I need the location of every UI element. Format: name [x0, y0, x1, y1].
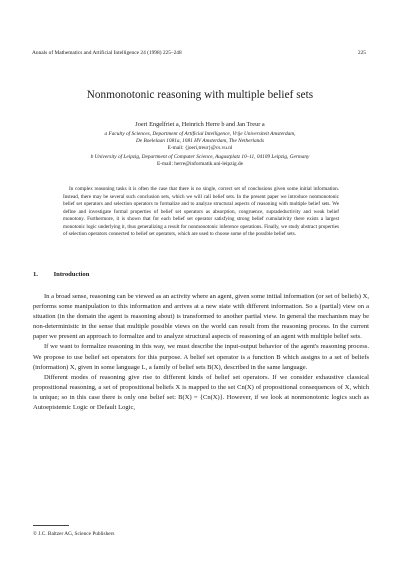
affiliation-a-line2: De Boelelaan 1081a, 1081 HV Amsterdam, The Netherlands: [135, 138, 265, 144]
affiliation-b-line1: b University of Leipzig, Department of Computer Science, Augustplatz 10–11, 04109 Leipzig, Germany: [90, 154, 310, 160]
abstract: [63, 186, 339, 239]
page-number: 225: [357, 50, 366, 56]
affiliation-a-email: E-mail: {joeri,treur}@cs.vu.nl: [167, 145, 233, 151]
section-title: Introduction: [53, 271, 90, 278]
body-text: [33, 292, 369, 413]
affiliation-a-line1: a Faculty of Sciences, Department of Artificial Intelligence, Vrije Universiteit Amsterdam,: [104, 131, 296, 137]
journal-citation: Annals of Mathematics and Artificial Intelligence 24 (1998) 225–248: [32, 50, 182, 56]
running-head: [32, 50, 366, 56]
footer-rule: [33, 525, 69, 526]
publisher-footer: © J.C. Baltzer AG, Science Publishers: [33, 531, 115, 537]
abstract-text: In complex reasoning tasks it is often the case that there is no single, correct set of conclusions given some initial information. Instead, there may be several such conclusion sets, which we will call belief sets. In the present paper we introduce nonmonotonic belief set operators and selection operators to formalize and to analyze structural aspects of reasoning with multiple belief sets. We define and investigate formal properties of belief set operators as absorption, congruence, supradeductivity and weak belief monotony. Furthermore, it is shown that for each belief set operator satisfying strong belief cumulativity there exists a largest monotonic logic underlying it, thus generalizing a result for nonmonotonic inference operations. Finally, we study abstract properties of selection operators connected to belief set operators, which are used to choose some of the possible belief sets.: [63, 186, 339, 238]
paragraph-1: In a broad sense, reasoning can be viewed as an activity where an agent, given some initial information (or set of beliefs) X, performs some manipulation to this information and arrives at a new state with different information. So a (partial) view on a situation (in the domain the agent is reasoning about) is transformed to another partial view. In general the mechanism may be non-deterministic in the sense that multiple possible views on the world can result from the reasoning process. In the current paper we present an approach to formalize and to analyze structural aspects of reasoning of an agent with multiple belief sets.: [33, 293, 369, 341]
paragraph-3: Different modes of reasoning give rise to different kinds of belief set operators. If we consider exhaustive classical propositional reasoning, a set of propositional beliefs X is mapped to the set Cn(X) of propositional consequences of X, which is unique; so in this case there is only one belief set: B(X) = {Cn(X)}. However, if we look at nonmonotonic logics such as Autoepistemic Logic or Default Logic,: [33, 373, 369, 412]
section-heading: [33, 271, 89, 278]
paper-title: Nonmonotonic reasoning with multiple belief sets: [86, 89, 314, 101]
affiliation-b-email: E-mail: herre@informatik.uni-leipzig.de: [157, 161, 243, 167]
paragraph-2: If we want to formalize reasoning in this way, we must describe the input-output behavior of the agent's reasoning process. We propose to use belief set operators for this purpose. A belief set operator is a function B which assigns to a set of beliefs (information) X, given in some language L, a family of belief sets B(X), described in the same language.: [33, 343, 369, 371]
section-number: 1.: [33, 271, 38, 278]
author-list: Joeri Engelfriet a, Heinrich Herre b and Jan Treur a: [135, 121, 265, 128]
